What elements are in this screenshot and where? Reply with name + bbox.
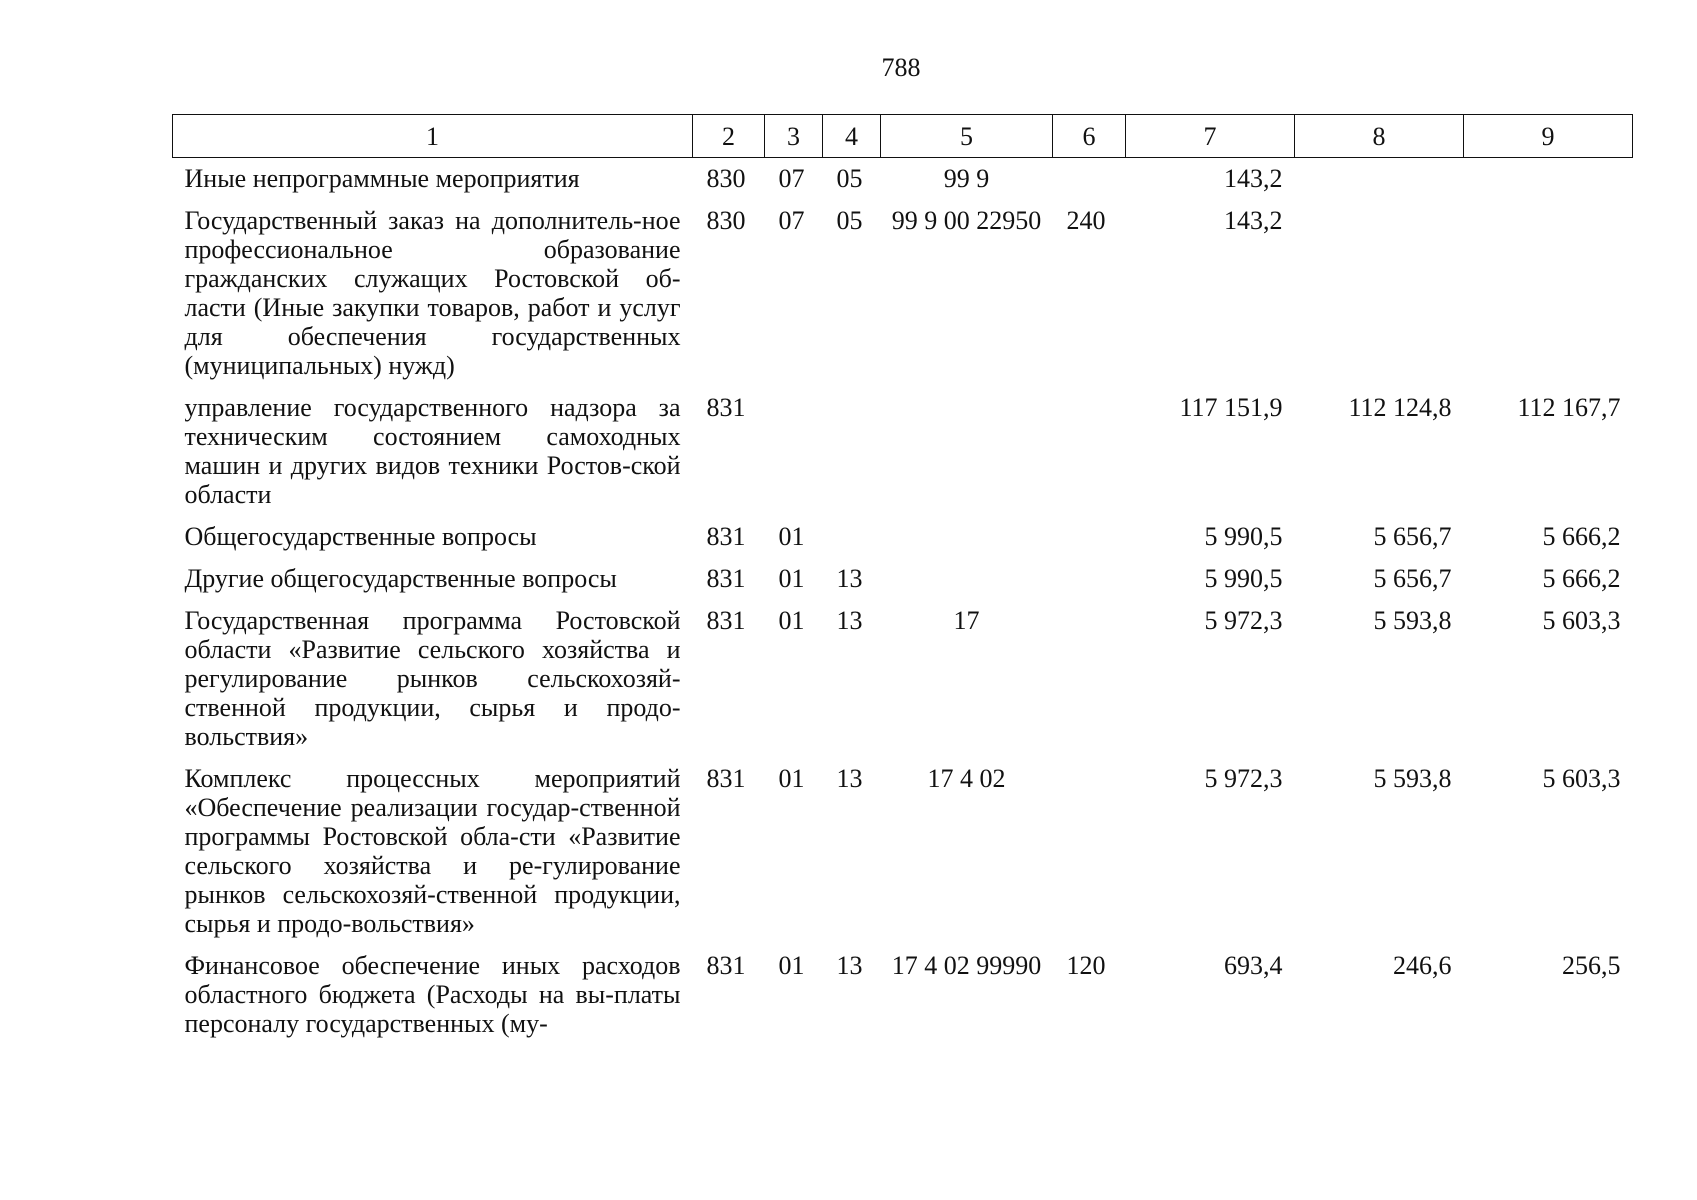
- column-header: 9: [1464, 115, 1633, 158]
- row-section: 01: [778, 764, 805, 793]
- row-subsection: 13: [836, 951, 863, 980]
- row-subsection: [823, 393, 881, 522]
- row-target-article: [881, 522, 1053, 564]
- row-expense-type: [1053, 393, 1126, 522]
- row-amount-col8: [1295, 158, 1464, 207]
- table-row: [173, 951, 1633, 1051]
- table-row: [173, 158, 1633, 207]
- row-amount-col7: 5 990,5: [1204, 522, 1283, 551]
- column-header: 3: [765, 115, 823, 158]
- row-section: [765, 393, 823, 522]
- row-grbs: 831: [706, 951, 746, 980]
- column-header: 8: [1295, 115, 1464, 158]
- table-row: [173, 206, 1633, 393]
- table-row: [173, 564, 1633, 606]
- row-amount-col7: 143,2: [1224, 164, 1283, 193]
- row-amount-col9: 256,5: [1562, 951, 1621, 980]
- column-header: 1: [173, 115, 693, 158]
- table-header: [173, 115, 1633, 158]
- row-amount-col8: 112 124,8: [1348, 393, 1452, 422]
- header-row: [173, 115, 1633, 158]
- table-row: [173, 606, 1633, 764]
- table-row: [173, 764, 1633, 951]
- row-name: Комплекс процессных мероприятий «Обеспечение реализации государ-ственной программы Ростовской обла-сти «Развитие сельского хозяйства и ре-гулирование рынков сельскохозяй-ственной продукции, сырья и продо-вольствия»: [184, 764, 681, 938]
- row-grbs: 831: [706, 606, 746, 635]
- column-header: 2: [693, 115, 765, 158]
- row-amount-col9: 5 666,2: [1542, 522, 1621, 551]
- row-target-article: 17: [953, 606, 980, 635]
- column-header: 4: [823, 115, 881, 158]
- row-amount-col7: 5 972,3: [1204, 606, 1283, 635]
- row-amount-col7: 693,4: [1224, 951, 1283, 980]
- row-target-article: [881, 393, 1053, 522]
- row-amount-col8: 246,6: [1393, 951, 1452, 980]
- row-expense-type: [1053, 764, 1126, 951]
- column-header: 7: [1126, 115, 1295, 158]
- row-amount-col7: 5 972,3: [1204, 764, 1283, 793]
- row-amount-col9: 5 603,3: [1542, 606, 1621, 635]
- row-name: Другие общегосударственные вопросы: [184, 564, 617, 593]
- row-amount-col8: [1295, 206, 1464, 393]
- row-amount-col9: [1464, 206, 1633, 393]
- row-subsection: 05: [836, 164, 863, 193]
- row-amount-col7: 5 990,5: [1204, 564, 1283, 593]
- row-amount-col9: 5 603,3: [1542, 764, 1621, 793]
- row-amount-col7: 143,2: [1224, 206, 1283, 235]
- row-subsection: [823, 522, 881, 564]
- row-section: 01: [778, 606, 805, 635]
- row-subsection: 05: [836, 206, 863, 235]
- row-name: Финансовое обеспечение иных расходов областного бюджета (Расходы на вы-платы персоналу государственных (му-: [184, 951, 681, 1038]
- row-grbs: 831: [706, 764, 746, 793]
- row-expense-type: [1053, 606, 1126, 764]
- row-amount-col9: 5 666,2: [1542, 564, 1621, 593]
- row-section: 01: [778, 522, 805, 551]
- row-subsection: 13: [836, 764, 863, 793]
- row-amount-col8: 5 593,8: [1373, 606, 1452, 635]
- row-target-article: 99 9: [943, 164, 990, 193]
- row-name: Общегосударственные вопросы: [184, 522, 537, 551]
- row-grbs: 831: [706, 564, 746, 593]
- row-amount-col9: 112 167,7: [1517, 393, 1621, 422]
- row-section: 07: [778, 164, 805, 193]
- page-number: 788: [881, 53, 921, 82]
- row-amount-col9: [1464, 158, 1633, 207]
- row-section: 01: [778, 951, 805, 980]
- row-target-article: 17 4 02: [927, 764, 1006, 793]
- row-grbs: 831: [706, 393, 746, 422]
- row-expense-type: [1053, 158, 1126, 207]
- row-subsection: 13: [836, 564, 863, 593]
- row-target-article: 17 4 02 99990: [891, 951, 1042, 980]
- row-name: Государственный заказ на дополнитель-ное профессиональное образование гражданских служащих Ростовской об-ласти (Иные закупки товаров, работ и услуг для обеспечения государственных (муниципальных) нужд): [184, 206, 681, 380]
- row-amount-col8: 5 656,7: [1373, 522, 1452, 551]
- row-expense-type: [1053, 522, 1126, 564]
- table-row: [173, 522, 1633, 564]
- row-section: 07: [778, 206, 805, 235]
- row-name: Государственная программа Ростовской области «Развитие сельского хозяйства и регулирование рынков сельскохозяй-ственной продукции, сырья и продо-вольствия»: [184, 606, 681, 751]
- row-expense-type: [1053, 564, 1126, 606]
- row-section: 01: [778, 564, 805, 593]
- row-amount-col7: 117 151,9: [1179, 393, 1283, 422]
- row-grbs: 830: [706, 206, 746, 235]
- row-target-article: 99 9 00 22950: [891, 206, 1042, 235]
- row-subsection: 13: [836, 606, 863, 635]
- row-expense-type: 240: [1066, 206, 1106, 235]
- row-amount-col8: 5 656,7: [1373, 564, 1452, 593]
- row-amount-col8: 5 593,8: [1373, 764, 1452, 793]
- row-expense-type: 120: [1066, 951, 1106, 980]
- row-grbs: 830: [706, 164, 746, 193]
- row-name: управление государственного надзора за техническим состоянием самоходных машин и других видов техники Ростов-ской области: [184, 393, 681, 509]
- row-name: Иные непрограммные мероприятия: [184, 164, 580, 193]
- column-header: 6: [1053, 115, 1126, 158]
- row-target-article: [881, 564, 1053, 606]
- table-body: [173, 158, 1633, 1052]
- column-header: 5: [881, 115, 1053, 158]
- budget-table: [172, 114, 1633, 1051]
- table-row: [173, 393, 1633, 522]
- row-grbs: 831: [706, 522, 746, 551]
